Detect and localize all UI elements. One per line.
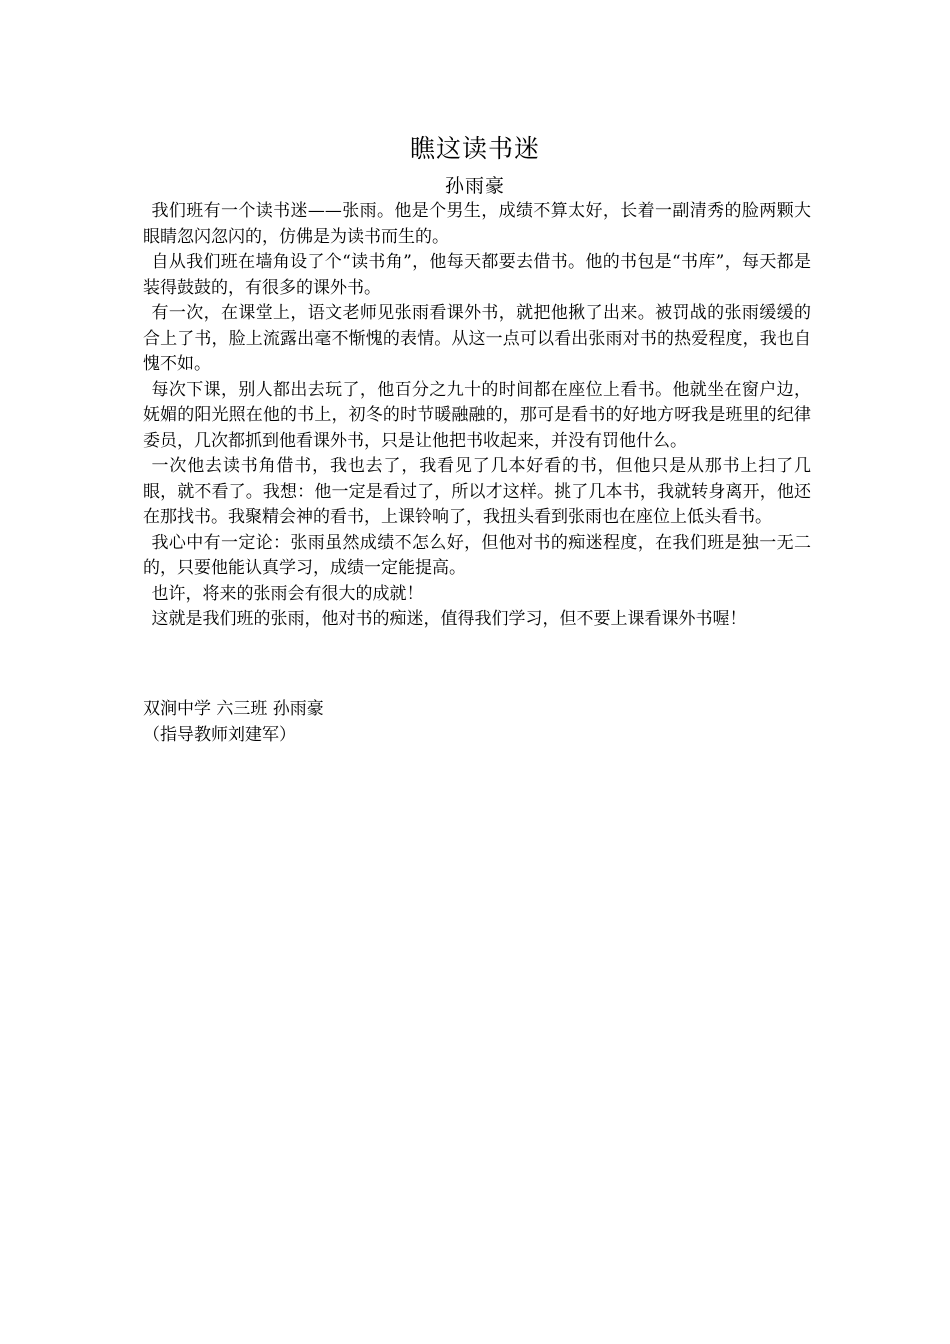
signature: 双涧中学 六三班 孙雨豪 [143, 699, 324, 719]
document-author: 孙雨豪 [444, 175, 505, 197]
paragraph-4: 每次下课，别人都出去玩了，他百分之九十的时间都在座位上看书。他就坐在窗户边，妩媚的阳光照在他的书上，初冬的时节暖融融的，那可是看书的好地方呀我是班里的纪律委员，几次都抓到他看课外书，只是让他把书收起来，并没有罚他什么。 [143, 379, 811, 451]
paragraph-5: 一次他去读书角借书，我也去了，我看见了几本好看的书，但他只是从那书上扫了几眼，就不看了。我想：他一定是看过了，所以才这样。挑了几本书，我就转身离开，他还在那找书。我聚精会神的看书，上课铃响了，我扭头看到张雨也在座位上低头看书。 [143, 456, 811, 527]
document-body [143, 199, 811, 633]
paragraph-7: 也许，将来的张雨会有很大的成就！ [151, 583, 424, 604]
advisor-note: （指导教师刘建军） [143, 724, 296, 745]
document-title: 瞧这读书迷 [409, 134, 540, 163]
document-footer [143, 697, 811, 748]
paragraph-2: 自从我们班在墙角设了个“读书角”，他每天都要去借书。他的书包是“书库”，每天都是装得鼓鼓的，有很多的课外书。 [143, 252, 811, 298]
paragraph-1: 我们班有一个读书迷——张雨。他是个男生，成绩不算太好，长着一副清秀的脸两颗大眼睛忽闪忽闪的，仿佛是为读书而生的。 [143, 201, 811, 247]
paragraph-3: 有一次，在课堂上，语文老师见张雨看课外书，就把他揪了出来。被罚战的张雨缓缓的合上了书，脸上流露出毫不惭愧的表情。从这一点可以看出张雨对书的热爱程度，我也自愧不如。 [143, 303, 811, 374]
paragraph-8: 这就是我们班的张雨，他对书的痴迷，值得我们学习，但不要上课看课外书喔！ [151, 609, 747, 629]
paragraph-6: 我心中有一定论：张雨虽然成绩不怎么好，但他对书的痴迷程度，在我们班是独一无二的，只要他能认真学习，成绩一定能提高。 [143, 532, 811, 578]
